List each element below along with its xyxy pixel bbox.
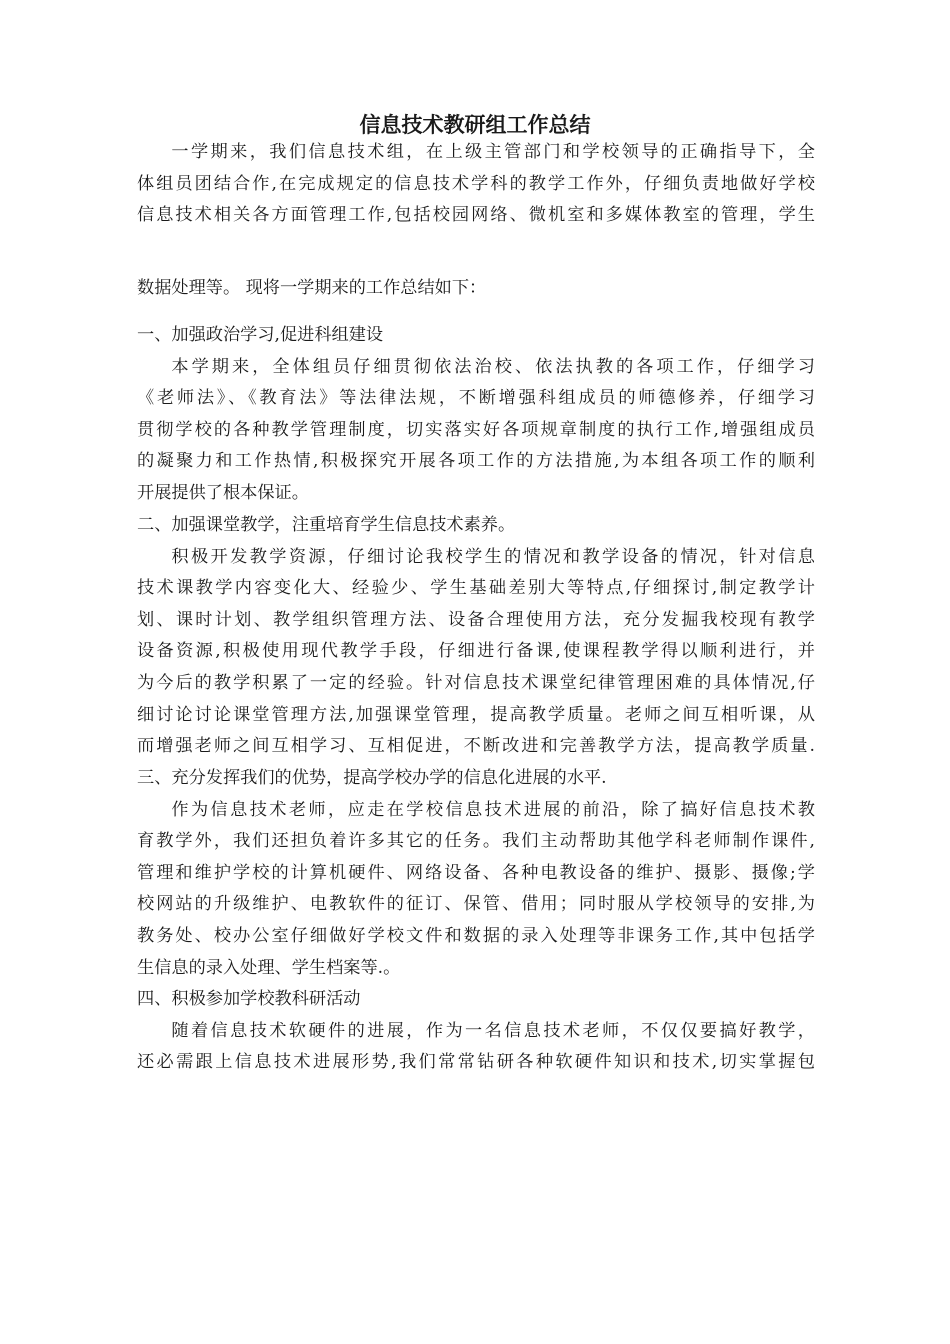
section-2 bbox=[137, 510, 815, 763]
section-line: 校网站的升级维护、电教软件的征订、保管、借用；同时服从学校领导的安排,为 bbox=[137, 894, 815, 915]
section-line: 生信息的录入处理、学生档案等.。 bbox=[137, 957, 401, 978]
section-line: 划、课时计划、教学组织管理方法、设备合理使用方法，充分发掘我校现有教学 bbox=[137, 609, 815, 630]
section-line: 《老师法》、《教育法》等法律法规，不断增强科组成员的师德修养，仔细学习 bbox=[137, 388, 815, 409]
section-line: 随着信息技术软硬件的进展，作为一名信息技术老师，不仅仅要搞好教学， bbox=[171, 1020, 815, 1041]
section-line: 贯彻学校的各种教学管理制度，切实落实好各项规章制度的执行工作,增强组成员 bbox=[137, 419, 815, 440]
intro-line: 信息技术相关各方面管理工作,包括校园网络、微机室和多媒体教室的管理，学生 bbox=[137, 205, 815, 226]
intro-line: 一学期来，我们信息技术组，在上级主管部门和学校领导的正确指导下，全 bbox=[171, 142, 815, 162]
section-3 bbox=[137, 763, 815, 984]
section-line: 育教学外，我们还担负着许多其它的任务。我们主动帮助其他学科老师制作课件, bbox=[137, 831, 815, 852]
document-title: 信息技术教研组工作总结 bbox=[359, 113, 591, 137]
section-line: 设备资源,积极使用现代教学手段，仔细进行备课,使课程教学得以顺利进行，并 bbox=[137, 641, 815, 662]
section-heading: 一、加强政治学习,促进科组建设 bbox=[137, 325, 384, 345]
section-line: 开展提供了根本保证。 bbox=[137, 482, 309, 503]
section-line: 作为信息技术老师，应走在学校信息技术进展的前沿，除了搞好信息技术教 bbox=[171, 799, 815, 820]
section-heading: 二、加强课堂教学，注重培育学生信息技术素养。 bbox=[137, 515, 516, 535]
section-heading: 四、积极参加学校教科研活动 bbox=[137, 989, 361, 1009]
section-line: 为今后的教学积累了一定的经验。针对信息技术课堂纪律管理困难的具体情况,仔 bbox=[137, 672, 815, 693]
section-4 bbox=[137, 984, 815, 1079]
section-1 bbox=[137, 320, 815, 510]
section-line: 本学期来，全体组员仔细贯彻依法治校、依法执教的各项工作，仔细学习 bbox=[171, 356, 815, 377]
section-heading: 三、充分发挥我们的优势，提高学校办学的信息化进展的水平. bbox=[137, 768, 607, 788]
section-line: 技术课教学内容变化大、经验少、学生基础差别大等特点,仔细探讨,制定教学计 bbox=[137, 578, 815, 599]
intro-line: 数据处理等。 现将一学期来的工作总结如下： bbox=[137, 278, 487, 298]
section-line: 教务处、校办公室仔细做好学校文件和数据的录入处理等非课务工作,其中包括学 bbox=[137, 925, 815, 946]
section-line: 细讨论讨论课堂管理方法,加强课堂管理，提高教学质量。老师之间互相听课，从 bbox=[137, 704, 815, 725]
section-line: 还必需跟上信息技术进展形势,我们常常钻研各种软硬件知识和技术,切实掌握包 bbox=[137, 1052, 815, 1073]
section-line: 积极开发教学资源，仔细讨论我校学生的情况和教学设备的情况，针对信息 bbox=[171, 546, 815, 567]
section-line: 而增强老师之间互相学习、互相促进，不断改进和完善教学方法，提高教学质量. bbox=[137, 736, 815, 757]
section-line: 的凝聚力和工作热情,积极探究开展各项工作的方法措施,为本组各项工作的顺利 bbox=[137, 451, 815, 472]
intro-tail bbox=[137, 273, 815, 305]
section-line: 管理和维护学校的计算机硬件、网络设备、各种电教设备的维护、摄影、摄像;学 bbox=[137, 862, 815, 883]
intro-paragraph bbox=[137, 137, 815, 232]
intro-line: 体组员团结合作,在完成规定的信息技术学科的教学工作外，仔细负责地做好学校 bbox=[137, 173, 815, 194]
